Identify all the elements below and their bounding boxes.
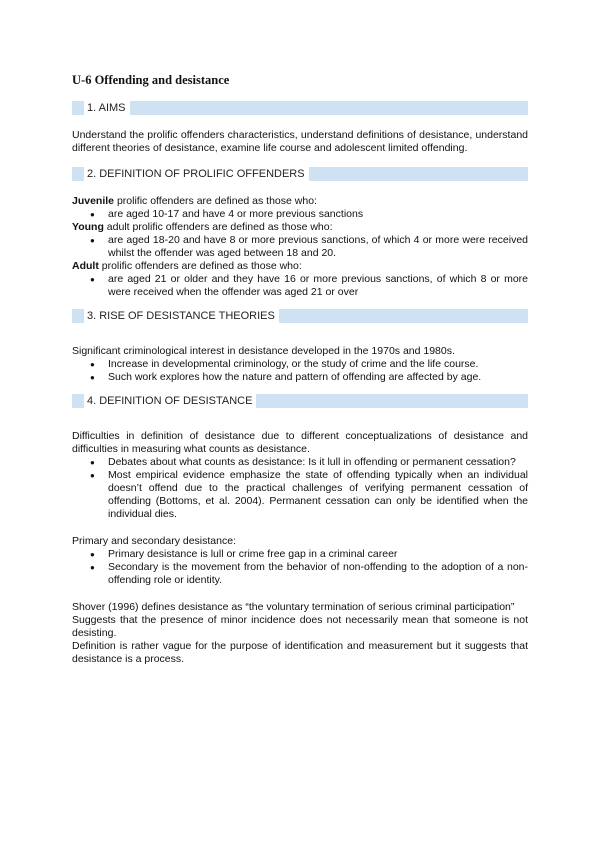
heading-highlight-bar (72, 101, 528, 115)
list-item: ● are aged 18-20 and have 8 or more previous sanctions, of which 4 or more were received whilst the offender was aged between 18 and 20. (108, 234, 528, 260)
shover-definition: Shover (1996) defines desistance as “the voluntary termination of serious criminal participation” (72, 601, 515, 613)
juvenile-definition (72, 195, 528, 208)
section-heading-definition (72, 394, 528, 408)
aims-paragraph: Understand the prolific offenders characteristics, understand definitions of desistance, understand different theories of desistance, examine life course and adolescent limited offending. (72, 129, 528, 154)
young-list (72, 234, 528, 260)
juvenile-text: prolific offenders are defined as those who: (114, 195, 317, 207)
young-term: Young (72, 221, 104, 233)
section-heading-rise (72, 309, 528, 323)
list-item: ● are aged 21 or older and they have 16 or more previous sanctions, of which 8 or more were received when the offender was aged 21 or over (108, 273, 528, 299)
document-title: U-6 Offending and desistance (72, 73, 230, 87)
section-heading-prolific (72, 167, 528, 181)
adult-definition (72, 260, 528, 273)
primary-secondary-intro: Primary and secondary desistance: (72, 535, 236, 547)
list-item: ● Primary desistance is lull or crime free gap in a criminal career (108, 548, 528, 561)
section-heading-aims (72, 101, 528, 115)
shover-suggestion: Suggests that the presence of minor incidence does not necessarily mean that someone is not desisting. (72, 614, 528, 639)
list-item: ● Increase in developmental criminology, or the study of crime and the life course. (108, 358, 528, 371)
heading-label: 4. DEFINITION OF DESISTANCE (84, 394, 256, 408)
document-content (72, 73, 528, 666)
adult-text: prolific offenders are defined as those who: (98, 260, 302, 272)
adult-list (72, 273, 528, 299)
heading-label: 3. RISE OF DESISTANCE THEORIES (84, 309, 279, 323)
heading-label: 1. AIMS (84, 101, 130, 115)
heading-label: 2. DEFINITION OF PROLIFIC OFFENDERS (84, 167, 309, 181)
rise-intro: Significant criminological interest in desistance developed in the 1970s and 1980s. (72, 345, 455, 357)
juvenile-term: Juvenile (72, 195, 115, 207)
rise-list (72, 358, 528, 384)
list-item: ● are aged 10-17 and have 4 or more previous sanctions (108, 208, 528, 221)
list-item: ● Secondary is the movement from the behavior of non-offending to the adoption of a non-offending role or identity. (108, 561, 528, 587)
definition-intro: Difficulties in definition of desistance due to different conceptualizations of desistance and difficulties in measuring what counts as desistance. (72, 430, 528, 455)
definition-list (72, 456, 528, 521)
adult-term: Adult (72, 260, 99, 272)
list-item: ● Such work explores how the nature and pattern of offending are affected by age. (108, 371, 528, 384)
list-item: ● Most empirical evidence emphasize the state of offending typically when an individual doesn’t offend due to the practical challenges of verifying permanent cessation of offending (Bottoms, et al. 2004). Permanent cessation can only be identified when the individual dies. (108, 469, 528, 521)
young-definition (72, 221, 528, 234)
shover-conclusion: Definition is rather vague for the purpose of identification and measurement but it suggests that desistance is a process. (72, 640, 528, 665)
primary-secondary-list (72, 548, 528, 587)
young-text: adult prolific offenders are defined as those who: (103, 221, 333, 233)
juvenile-list (72, 208, 528, 221)
list-item: ● Debates about what counts as desistance: Is it lull in offending or permanent cessation? (108, 456, 528, 469)
